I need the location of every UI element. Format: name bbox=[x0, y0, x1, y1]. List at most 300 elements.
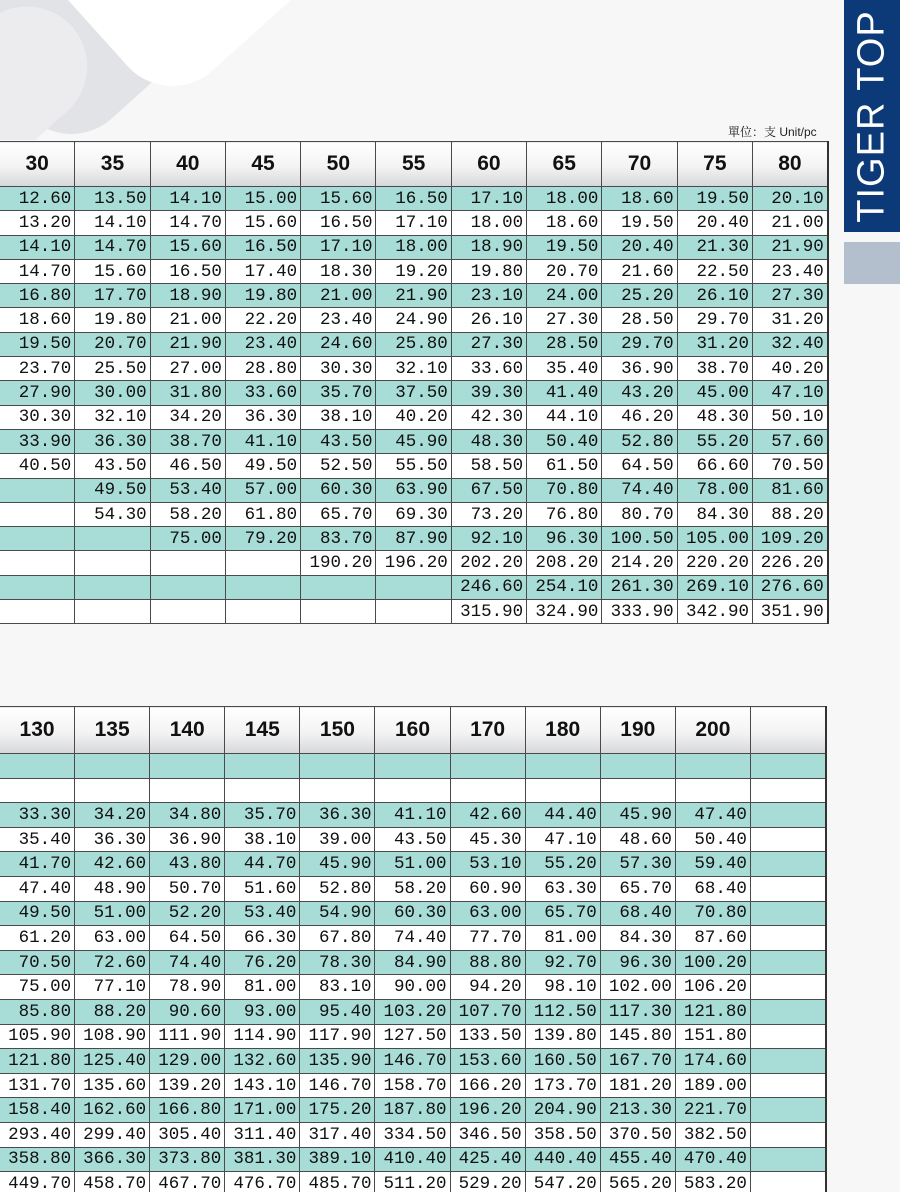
price-cell: 132.60 bbox=[225, 1049, 300, 1074]
price-cell: 73.20 bbox=[451, 502, 526, 526]
price-cell: 92.10 bbox=[451, 527, 526, 551]
price-cell: 26.10 bbox=[677, 284, 752, 308]
price-cell: 78.90 bbox=[150, 975, 225, 1000]
price-cell: 48.90 bbox=[75, 876, 150, 901]
price-cell: 269.10 bbox=[677, 575, 752, 599]
price-cell: 30.30 bbox=[0, 405, 75, 429]
price-cell: 382.50 bbox=[675, 1122, 750, 1147]
price-cell: 166.80 bbox=[150, 1098, 225, 1123]
price-cell bbox=[225, 551, 300, 575]
price-cell: 94.20 bbox=[450, 975, 525, 1000]
price-cell: 254.10 bbox=[527, 575, 602, 599]
price-cell: 68.40 bbox=[675, 876, 750, 901]
price-cell: 175.20 bbox=[300, 1098, 375, 1123]
price-cell bbox=[75, 778, 150, 803]
price-cell: 63.00 bbox=[450, 901, 525, 926]
price-cell: 31.20 bbox=[752, 308, 827, 332]
table-row bbox=[0, 803, 826, 828]
table-row bbox=[0, 527, 828, 551]
price-cell: 20.40 bbox=[677, 211, 752, 235]
price-cell: 38.10 bbox=[225, 827, 300, 852]
price-cell: 381.30 bbox=[225, 1147, 300, 1172]
price-cell bbox=[0, 527, 75, 551]
price-cell: 173.70 bbox=[525, 1073, 600, 1098]
price-cell: 16.50 bbox=[376, 187, 451, 211]
price-cell: 80.70 bbox=[602, 502, 677, 526]
price-cell: 41.10 bbox=[375, 803, 450, 828]
table-row bbox=[0, 852, 826, 877]
price-cell: 43.20 bbox=[602, 381, 677, 405]
price-cell: 158.70 bbox=[375, 1073, 450, 1098]
price-cell bbox=[750, 852, 825, 877]
price-cell: 16.50 bbox=[301, 211, 376, 235]
price-cell: 21.90 bbox=[376, 284, 451, 308]
price-cell: 48.30 bbox=[451, 429, 526, 453]
price-cell: 389.10 bbox=[300, 1147, 375, 1172]
price-cell bbox=[150, 778, 225, 803]
price-cell: 425.40 bbox=[450, 1147, 525, 1172]
price-cell: 35.40 bbox=[0, 827, 75, 852]
price-cell: 61.50 bbox=[527, 454, 602, 478]
table-row bbox=[0, 1073, 826, 1098]
price-cell: 14.10 bbox=[150, 187, 225, 211]
price-cell bbox=[750, 1122, 825, 1147]
price-cell: 112.50 bbox=[525, 999, 600, 1024]
column-header: 30 bbox=[0, 142, 75, 187]
price-cell bbox=[750, 1073, 825, 1098]
price-cell: 21.90 bbox=[150, 332, 225, 356]
price-cell: 29.70 bbox=[602, 332, 677, 356]
unit-label: 單位：支 Unit/pc bbox=[728, 125, 817, 139]
price-cell: 204.90 bbox=[525, 1098, 600, 1123]
price-cell: 47.40 bbox=[0, 876, 75, 901]
price-cell: 68.40 bbox=[600, 901, 675, 926]
price-cell bbox=[0, 778, 75, 803]
price-cell bbox=[0, 575, 75, 599]
price-cell: 42.60 bbox=[450, 803, 525, 828]
price-cell: 28.80 bbox=[225, 357, 300, 381]
price-cell: 27.30 bbox=[752, 284, 827, 308]
column-header: 40 bbox=[150, 142, 225, 187]
price-cell: 33.60 bbox=[225, 381, 300, 405]
price-cell bbox=[225, 754, 300, 779]
price-cell: 47.10 bbox=[525, 827, 600, 852]
price-cell: 74.40 bbox=[375, 926, 450, 951]
table-row bbox=[0, 876, 826, 901]
price-cell: 52.20 bbox=[150, 901, 225, 926]
price-cell: 31.80 bbox=[150, 381, 225, 405]
price-cell: 351.90 bbox=[752, 600, 827, 624]
price-cell: 84.30 bbox=[600, 926, 675, 951]
price-cell: 78.00 bbox=[677, 478, 752, 502]
price-cell: 19.50 bbox=[527, 235, 602, 259]
column-header: 55 bbox=[376, 142, 451, 187]
price-cell: 13.50 bbox=[75, 187, 150, 211]
price-cell: 40.50 bbox=[0, 454, 75, 478]
price-cell: 24.00 bbox=[527, 284, 602, 308]
price-cell: 27.30 bbox=[451, 332, 526, 356]
price-cell: 440.40 bbox=[525, 1147, 600, 1172]
price-cell: 75.00 bbox=[0, 975, 75, 1000]
price-cell: 16.50 bbox=[150, 259, 225, 283]
price-cell bbox=[150, 600, 225, 624]
table-row bbox=[0, 575, 828, 599]
price-cell: 103.20 bbox=[375, 999, 450, 1024]
price-cell: 20.40 bbox=[602, 235, 677, 259]
price-cell: 19.20 bbox=[376, 259, 451, 283]
price-cell bbox=[750, 1049, 825, 1074]
price-cell: 45.90 bbox=[600, 803, 675, 828]
price-cell: 36.90 bbox=[150, 827, 225, 852]
price-cell bbox=[375, 754, 450, 779]
price-cell bbox=[0, 551, 75, 575]
price-cell: 74.40 bbox=[602, 478, 677, 502]
price-cell bbox=[750, 1172, 825, 1192]
price-cell bbox=[750, 803, 825, 828]
price-cell: 21.00 bbox=[150, 308, 225, 332]
price-cell: 133.50 bbox=[450, 1024, 525, 1049]
price-cell: 162.60 bbox=[75, 1098, 150, 1123]
price-cell: 81.00 bbox=[525, 926, 600, 951]
price-cell: 45.90 bbox=[376, 429, 451, 453]
price-cell: 44.70 bbox=[225, 852, 300, 877]
price-cell: 50.40 bbox=[675, 827, 750, 852]
price-cell: 41.10 bbox=[225, 429, 300, 453]
price-cell: 220.20 bbox=[677, 551, 752, 575]
price-cell: 48.60 bbox=[600, 827, 675, 852]
price-cell: 467.70 bbox=[150, 1172, 225, 1192]
price-cell: 358.80 bbox=[0, 1147, 75, 1172]
price-cell: 111.90 bbox=[150, 1024, 225, 1049]
table-row bbox=[0, 754, 826, 779]
price-cell: 153.60 bbox=[450, 1049, 525, 1074]
price-cell: 18.30 bbox=[301, 259, 376, 283]
price-cell: 25.80 bbox=[376, 332, 451, 356]
price-cell: 14.70 bbox=[0, 259, 75, 283]
price-cell: 13.20 bbox=[0, 211, 75, 235]
price-cell bbox=[750, 975, 825, 1000]
price-cell: 15.00 bbox=[225, 187, 300, 211]
price-cell: 25.20 bbox=[602, 284, 677, 308]
price-cell: 146.70 bbox=[300, 1073, 375, 1098]
price-cell: 476.70 bbox=[225, 1172, 300, 1192]
price-cell bbox=[450, 778, 525, 803]
price-cell: 88.20 bbox=[75, 999, 150, 1024]
price-cell: 151.80 bbox=[675, 1024, 750, 1049]
price-cell: 17.40 bbox=[225, 259, 300, 283]
price-cell: 213.30 bbox=[600, 1098, 675, 1123]
price-cell: 29.70 bbox=[677, 308, 752, 332]
table-row bbox=[0, 381, 828, 405]
price-cell: 57.60 bbox=[752, 429, 827, 453]
price-cell: 34.20 bbox=[150, 405, 225, 429]
column-header: 45 bbox=[225, 142, 300, 187]
price-cell: 30.00 bbox=[75, 381, 150, 405]
price-cell: 102.00 bbox=[600, 975, 675, 1000]
price-cell: 75.00 bbox=[150, 527, 225, 551]
table-row bbox=[0, 259, 828, 283]
price-cell bbox=[0, 600, 75, 624]
price-cell: 22.50 bbox=[677, 259, 752, 283]
price-cell: 39.00 bbox=[300, 827, 375, 852]
price-cell: 60.90 bbox=[450, 876, 525, 901]
price-cell bbox=[750, 876, 825, 901]
price-cell: 166.20 bbox=[450, 1073, 525, 1098]
price-cell: 65.70 bbox=[301, 502, 376, 526]
price-cell: 41.40 bbox=[527, 381, 602, 405]
price-cell bbox=[75, 527, 150, 551]
price-cell: 106.20 bbox=[675, 975, 750, 1000]
price-cell bbox=[75, 551, 150, 575]
price-cell bbox=[150, 551, 225, 575]
price-cell bbox=[301, 600, 376, 624]
price-cell: 67.80 bbox=[300, 926, 375, 951]
price-cell bbox=[225, 600, 300, 624]
price-cell: 76.80 bbox=[527, 502, 602, 526]
price-cell: 76.20 bbox=[225, 950, 300, 975]
table-row bbox=[0, 1147, 826, 1172]
price-cell: 84.30 bbox=[677, 502, 752, 526]
table-row bbox=[0, 1098, 826, 1123]
price-cell: 53.10 bbox=[450, 852, 525, 877]
price-cell: 208.20 bbox=[527, 551, 602, 575]
price-cell: 25.50 bbox=[75, 357, 150, 381]
price-cell: 96.30 bbox=[600, 950, 675, 975]
price-cell: 46.50 bbox=[150, 454, 225, 478]
price-cell: 51.60 bbox=[225, 876, 300, 901]
price-cell: 23.10 bbox=[451, 284, 526, 308]
table-header-row bbox=[0, 707, 826, 754]
price-cell: 24.90 bbox=[376, 308, 451, 332]
price-cell: 79.20 bbox=[225, 527, 300, 551]
price-cell: 35.70 bbox=[301, 381, 376, 405]
price-cell: 41.70 bbox=[0, 852, 75, 877]
column-header bbox=[750, 707, 825, 754]
price-cell: 158.40 bbox=[0, 1098, 75, 1123]
price-cell: 98.10 bbox=[525, 975, 600, 1000]
price-cell: 39.30 bbox=[451, 381, 526, 405]
table-row bbox=[0, 502, 828, 526]
price-cell bbox=[750, 926, 825, 951]
price-cell: 83.10 bbox=[300, 975, 375, 1000]
price-cell: 171.00 bbox=[225, 1098, 300, 1123]
price-cell: 181.20 bbox=[600, 1073, 675, 1098]
price-cell: 43.50 bbox=[301, 429, 376, 453]
price-cell bbox=[300, 754, 375, 779]
price-cell: 78.30 bbox=[300, 950, 375, 975]
price-cell: 34.80 bbox=[150, 803, 225, 828]
price-cell: 27.00 bbox=[150, 357, 225, 381]
price-cell: 202.20 bbox=[451, 551, 526, 575]
price-cell: 49.50 bbox=[225, 454, 300, 478]
price-cell bbox=[525, 754, 600, 779]
price-cell: 90.00 bbox=[375, 975, 450, 1000]
price-cell: 485.70 bbox=[300, 1172, 375, 1192]
price-cell: 276.60 bbox=[752, 575, 827, 599]
price-cell: 373.80 bbox=[150, 1147, 225, 1172]
price-cell: 87.60 bbox=[675, 926, 750, 951]
price-cell: 32.10 bbox=[376, 357, 451, 381]
column-header: 190 bbox=[600, 707, 675, 754]
price-cell: 33.90 bbox=[0, 429, 75, 453]
price-cell: 70.50 bbox=[752, 454, 827, 478]
price-cell bbox=[600, 778, 675, 803]
price-cell: 26.10 bbox=[451, 308, 526, 332]
price-cell: 458.70 bbox=[75, 1172, 150, 1192]
price-cell: 70.80 bbox=[675, 901, 750, 926]
price-cell: 121.80 bbox=[0, 1049, 75, 1074]
price-cell: 17.70 bbox=[75, 284, 150, 308]
column-header: 140 bbox=[150, 707, 225, 754]
price-cell bbox=[301, 575, 376, 599]
price-cell: 65.70 bbox=[525, 901, 600, 926]
price-cell: 46.20 bbox=[602, 405, 677, 429]
price-cell: 23.40 bbox=[301, 308, 376, 332]
price-cell: 37.50 bbox=[376, 381, 451, 405]
price-cell: 51.00 bbox=[75, 901, 150, 926]
price-cell: 66.60 bbox=[677, 454, 752, 478]
price-cell: 226.20 bbox=[752, 551, 827, 575]
price-cell: 88.20 bbox=[752, 502, 827, 526]
price-cell: 145.80 bbox=[600, 1024, 675, 1049]
price-cell: 70.50 bbox=[0, 950, 75, 975]
column-header: 70 bbox=[602, 142, 677, 187]
price-cell: 410.40 bbox=[375, 1147, 450, 1172]
price-cell: 17.10 bbox=[451, 187, 526, 211]
price-cell: 44.40 bbox=[525, 803, 600, 828]
price-cell: 18.00 bbox=[527, 187, 602, 211]
price-cell: 63.00 bbox=[75, 926, 150, 951]
price-cell: 77.10 bbox=[75, 975, 150, 1000]
price-cell: 52.50 bbox=[301, 454, 376, 478]
table-row bbox=[0, 211, 828, 235]
table-row bbox=[0, 950, 826, 975]
price-cell: 96.30 bbox=[527, 527, 602, 551]
price-cell: 317.40 bbox=[300, 1122, 375, 1147]
price-cell: 19.50 bbox=[0, 332, 75, 356]
price-cell: 196.20 bbox=[450, 1098, 525, 1123]
price-cell: 293.40 bbox=[0, 1122, 75, 1147]
table-row bbox=[0, 284, 828, 308]
price-cell: 51.00 bbox=[375, 852, 450, 877]
price-cell: 58.20 bbox=[375, 876, 450, 901]
price-cell: 135.60 bbox=[75, 1073, 150, 1098]
price-cell: 66.30 bbox=[225, 926, 300, 951]
price-cell: 55.20 bbox=[525, 852, 600, 877]
price-cell: 58.20 bbox=[150, 502, 225, 526]
price-cell: 18.00 bbox=[451, 211, 526, 235]
price-cell bbox=[300, 778, 375, 803]
price-table-lower bbox=[0, 706, 827, 1192]
price-cell: 299.40 bbox=[75, 1122, 150, 1147]
price-cell: 27.30 bbox=[527, 308, 602, 332]
price-cell bbox=[0, 754, 75, 779]
price-cell: 139.80 bbox=[525, 1024, 600, 1049]
column-header: 35 bbox=[75, 142, 150, 187]
price-cell: 107.70 bbox=[450, 999, 525, 1024]
price-cell: 370.50 bbox=[600, 1122, 675, 1147]
price-cell: 470.40 bbox=[675, 1147, 750, 1172]
price-cell: 77.70 bbox=[450, 926, 525, 951]
price-cell: 324.90 bbox=[527, 600, 602, 624]
price-cell: 64.50 bbox=[150, 926, 225, 951]
price-cell bbox=[0, 478, 75, 502]
price-cell: 32.40 bbox=[752, 332, 827, 356]
price-cell: 214.20 bbox=[602, 551, 677, 575]
price-cell: 72.60 bbox=[75, 950, 150, 975]
price-cell: 22.20 bbox=[225, 308, 300, 332]
price-cell: 146.70 bbox=[375, 1049, 450, 1074]
price-cell: 53.40 bbox=[150, 478, 225, 502]
price-cell bbox=[750, 999, 825, 1024]
price-cell bbox=[750, 950, 825, 975]
price-cell: 135.90 bbox=[300, 1049, 375, 1074]
price-cell bbox=[675, 778, 750, 803]
price-cell: 70.80 bbox=[527, 478, 602, 502]
price-cell: 30.30 bbox=[301, 357, 376, 381]
price-cell bbox=[376, 575, 451, 599]
price-cell: 47.10 bbox=[752, 381, 827, 405]
price-cell: 17.10 bbox=[376, 211, 451, 235]
price-cell: 17.10 bbox=[301, 235, 376, 259]
price-cell: 49.50 bbox=[0, 901, 75, 926]
price-cell: 315.90 bbox=[451, 600, 526, 624]
price-cell: 21.00 bbox=[301, 284, 376, 308]
price-cell: 50.40 bbox=[527, 429, 602, 453]
price-cell: 28.50 bbox=[527, 332, 602, 356]
price-cell: 117.90 bbox=[300, 1024, 375, 1049]
price-cell: 15.60 bbox=[75, 259, 150, 283]
price-cell: 43.50 bbox=[375, 827, 450, 852]
price-cell: 21.90 bbox=[752, 235, 827, 259]
table-row bbox=[0, 827, 826, 852]
column-header: 135 bbox=[75, 707, 150, 754]
table-row bbox=[0, 975, 826, 1000]
price-cell: 139.20 bbox=[150, 1073, 225, 1098]
table-row bbox=[0, 901, 826, 926]
table-row bbox=[0, 235, 828, 259]
price-cell: 311.40 bbox=[225, 1122, 300, 1147]
price-cell: 27.90 bbox=[0, 381, 75, 405]
price-cell bbox=[750, 1024, 825, 1049]
price-cell: 189.00 bbox=[675, 1073, 750, 1098]
price-cell: 24.60 bbox=[301, 332, 376, 356]
price-cell: 16.50 bbox=[225, 235, 300, 259]
price-cell: 16.80 bbox=[0, 284, 75, 308]
price-cell: 52.80 bbox=[602, 429, 677, 453]
table-row bbox=[0, 429, 828, 453]
column-header: 150 bbox=[300, 707, 375, 754]
price-cell: 565.20 bbox=[600, 1172, 675, 1192]
price-cell: 187.80 bbox=[375, 1098, 450, 1123]
price-cell bbox=[150, 575, 225, 599]
table-row bbox=[0, 478, 828, 502]
brand-side-tab bbox=[844, 0, 900, 232]
price-cell: 18.60 bbox=[0, 308, 75, 332]
price-cell: 53.40 bbox=[225, 901, 300, 926]
price-cell: 59.40 bbox=[675, 852, 750, 877]
price-cell bbox=[225, 778, 300, 803]
table-row bbox=[0, 1172, 826, 1192]
table-row bbox=[0, 332, 828, 356]
price-cell: 28.50 bbox=[602, 308, 677, 332]
price-cell: 74.40 bbox=[150, 950, 225, 975]
price-cell: 366.30 bbox=[75, 1147, 150, 1172]
price-cell: 42.60 bbox=[75, 852, 150, 877]
column-header: 160 bbox=[375, 707, 450, 754]
price-cell: 125.40 bbox=[75, 1049, 150, 1074]
price-cell: 129.00 bbox=[150, 1049, 225, 1074]
